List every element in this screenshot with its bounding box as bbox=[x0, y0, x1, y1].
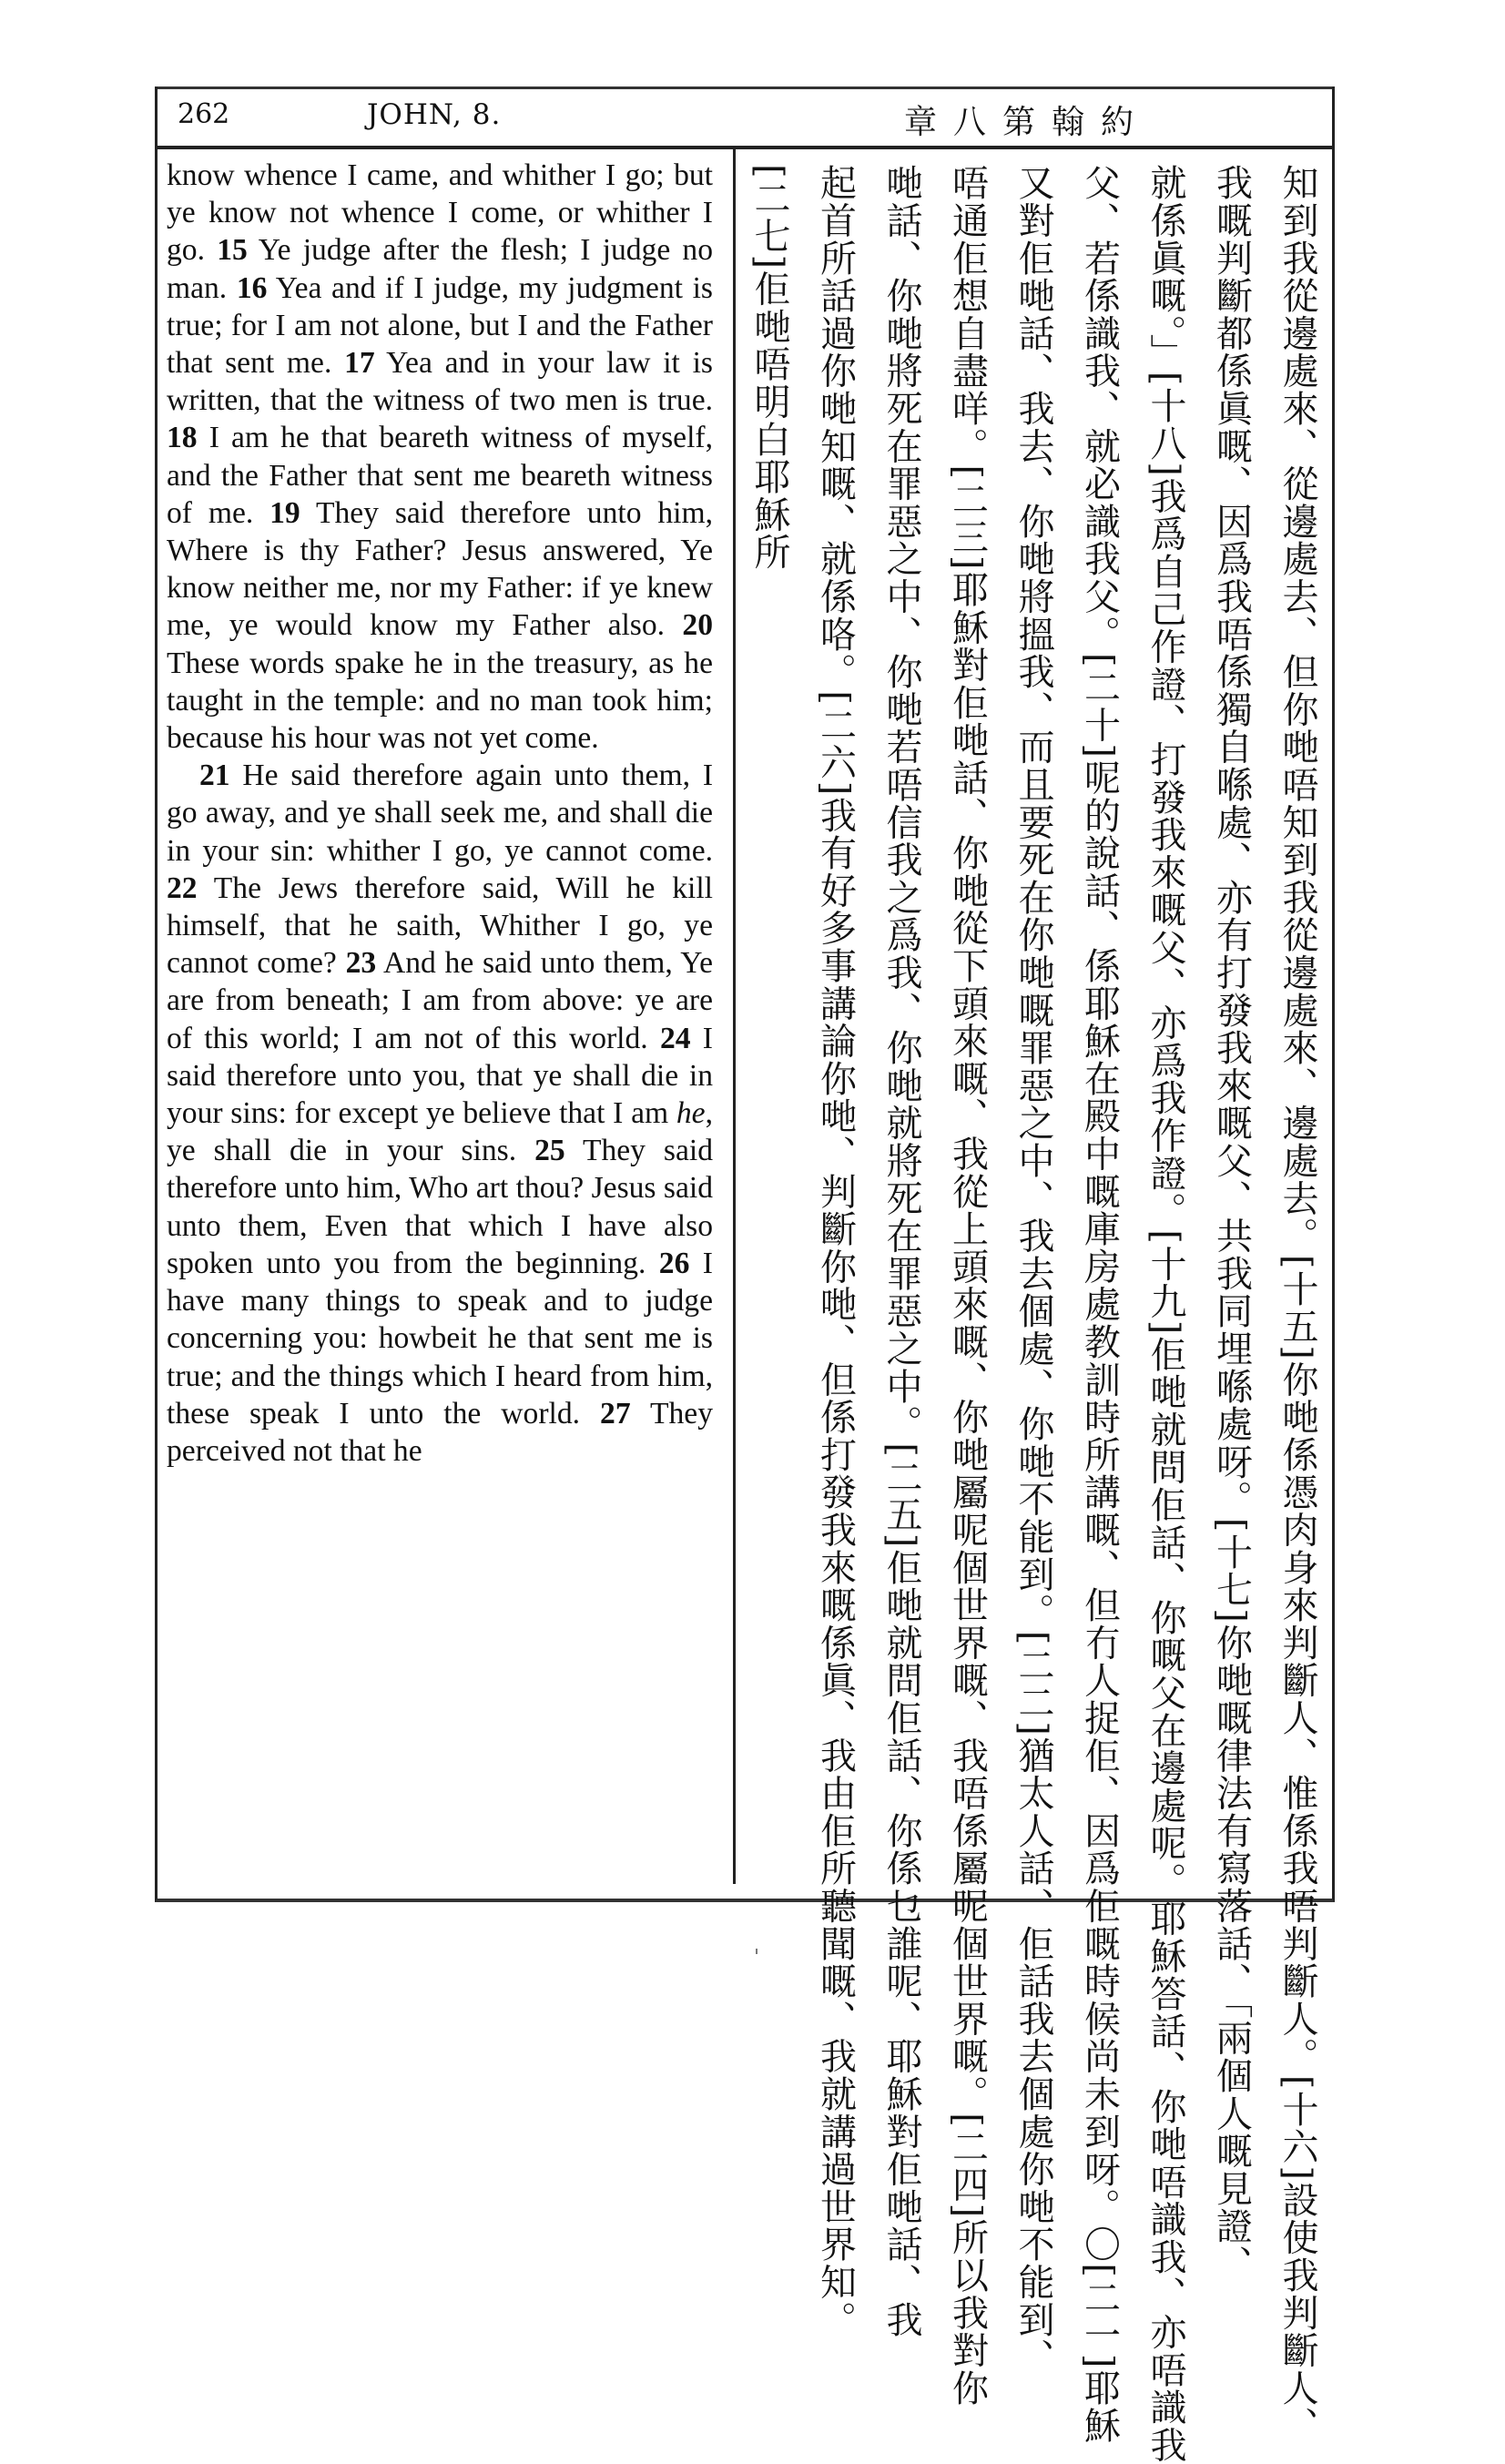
verse-text: The Jews therefore said, Will he kill himself, that he saith, Whither I go, ye cannot come? bbox=[167, 871, 713, 981]
chinese-running-head-text: 約翰第八章 bbox=[904, 104, 1151, 141]
verse-text: Yea and if I judge, my judgment is true; for I am not alone, but I and the Father that sent me. bbox=[167, 270, 713, 381]
chinese-column: 哋話、你哋將死在罪惡之中、你哋若唔信我之爲我、你哋就將死在罪惡之中。[二五]佢哋就問佢話、你係乜誰呢、耶穌對佢哋話、我 bbox=[880, 164, 922, 2338]
verse-text: , ye shall die in your sins. bbox=[167, 1096, 713, 1168]
column-divider bbox=[733, 149, 736, 1884]
verse-text: These words spake he in the treasury, as he taught in the temple: and no man took him; because his hour was not yet come. bbox=[167, 646, 713, 756]
page-header bbox=[158, 89, 1332, 149]
chinese-column: 唔通佢想自盡咩。[二三]耶穌對佢哋話、你哋從下頭來嘅、我從上頭來嘅、你哋屬呢個世界嘅、我唔係屬呢個世界嘅。[二四]所以我對你 bbox=[946, 164, 989, 2408]
verse-text: And he said unto them, Ye are from beneath; I am from above: ye are of this world; I am not of this world. bbox=[167, 946, 713, 1055]
chinese-running-head bbox=[904, 97, 1150, 143]
verse-number: 19 bbox=[269, 495, 300, 530]
chinese-column: 知到我從邊處來、從邊處去、但你哋唔知到我從邊處來、邊處去。[十五]你哋係憑肉身來判斷人、惟係我唔判斷人。[十六]設使我判斷人、 bbox=[1276, 164, 1318, 2445]
verse-text: know whence I came, and whither I go; but ye know not whence I come, or whither I go. bbox=[167, 158, 713, 268]
chinese-column: 就係眞嘅。」[十八]我爲自己作證、打發我來嘅父、亦爲我作證。[十九]佢哋就問佢話、你嘅父在邊處呢。耶穌答話、你哋唔識我、亦唔識我 bbox=[1144, 164, 1186, 2464]
verse-text: I have many things to speak and to judge concerning you: howbeit he that sent me is true; and the things which I heard from him, these speak I unto the world. bbox=[167, 1246, 713, 1431]
verse-number: 16 bbox=[236, 270, 268, 305]
verse-number: 24 bbox=[659, 1021, 691, 1055]
verse-number: 21 bbox=[199, 759, 230, 793]
verse-text: He said therefore again unto them, I go away, and ye shall seek me, and shall die in your sin: whither I go, ye cannot come. bbox=[167, 759, 713, 868]
verse-text: Ye judge after the flesh; I judge no man. bbox=[167, 233, 714, 305]
chinese-column: 又對佢哋話、我去、你哋將搵我、而且要死在你哋嘅罪惡之中、我去個處、你哋不能到。[二二]猶太人話、佢話我去個處你哋不能到、 bbox=[1012, 164, 1054, 2377]
chinese-column: [二七]佢哋唔明白耶穌所 bbox=[748, 164, 790, 571]
verse-number: 20 bbox=[682, 608, 713, 643]
verse-number: 15 bbox=[217, 233, 248, 268]
english-paragraph bbox=[167, 757, 713, 1470]
verse-text: I am he that beareth witness of myself, and the Father that sent me beareth witness of me. bbox=[167, 421, 713, 530]
verse-number: 25 bbox=[534, 1134, 565, 1168]
verse-text: he bbox=[676, 1096, 706, 1131]
verse-text: Yea and in your law it is written, that the witness of two men is true. bbox=[167, 346, 713, 418]
running-head: JOHN, 8. bbox=[367, 98, 502, 131]
verse-text: I said therefore unto you, that ye shall die in your sins: for except ye believe that I am bbox=[167, 1021, 713, 1131]
verse-number: 26 bbox=[658, 1246, 690, 1280]
english-paragraph bbox=[167, 157, 713, 757]
verse-number: 23 bbox=[345, 946, 377, 981]
chinese-column: 起首所話過你哋知嘅、就係咯。[二六]我有好多事講論你哋、判斷你哋、但係打發我來嘅係眞、我由佢所聽聞嘅、我就講過世界知。 bbox=[814, 164, 857, 2338]
print-speck bbox=[756, 1949, 758, 1954]
verse-number: 27 bbox=[600, 1396, 631, 1431]
page-number: 262 bbox=[178, 98, 230, 130]
verse-number: 17 bbox=[344, 346, 375, 381]
verse-text: They said therefore unto him, Where is thy Father? Jesus answered, Ye know neither me, nor my Father: if ye knew me, ye would know my Father also. bbox=[167, 495, 713, 643]
chinese-text-area bbox=[747, 164, 1320, 2464]
verse-text: They perceived not that he bbox=[167, 1396, 714, 1468]
chinese-column: 父、若係識我、就必識我父。[二十]呢的說話、係耶穌在殿中嘅庫房處教訓時所講嘅、但冇人捉佢、因爲佢嘅時候尚未到呀。〇[二一]耶穌 bbox=[1078, 164, 1121, 2445]
english-text-column bbox=[167, 157, 713, 1470]
verse-text: They said therefore unto him, Who art thou? Jesus said unto them, Even that which I have also spoken unto you from the beginning. bbox=[167, 1134, 713, 1280]
chinese-column: 我嘅判斷都係眞嘅、因爲我唔係獨自喺處、亦有打發我來嘅父、共我同埋喺處呀。[十七]你哋嘅律法有寫落話、「兩個人嘅見證、 bbox=[1210, 164, 1253, 2283]
verse-number: 22 bbox=[167, 871, 198, 905]
verse-number: 18 bbox=[167, 421, 198, 455]
